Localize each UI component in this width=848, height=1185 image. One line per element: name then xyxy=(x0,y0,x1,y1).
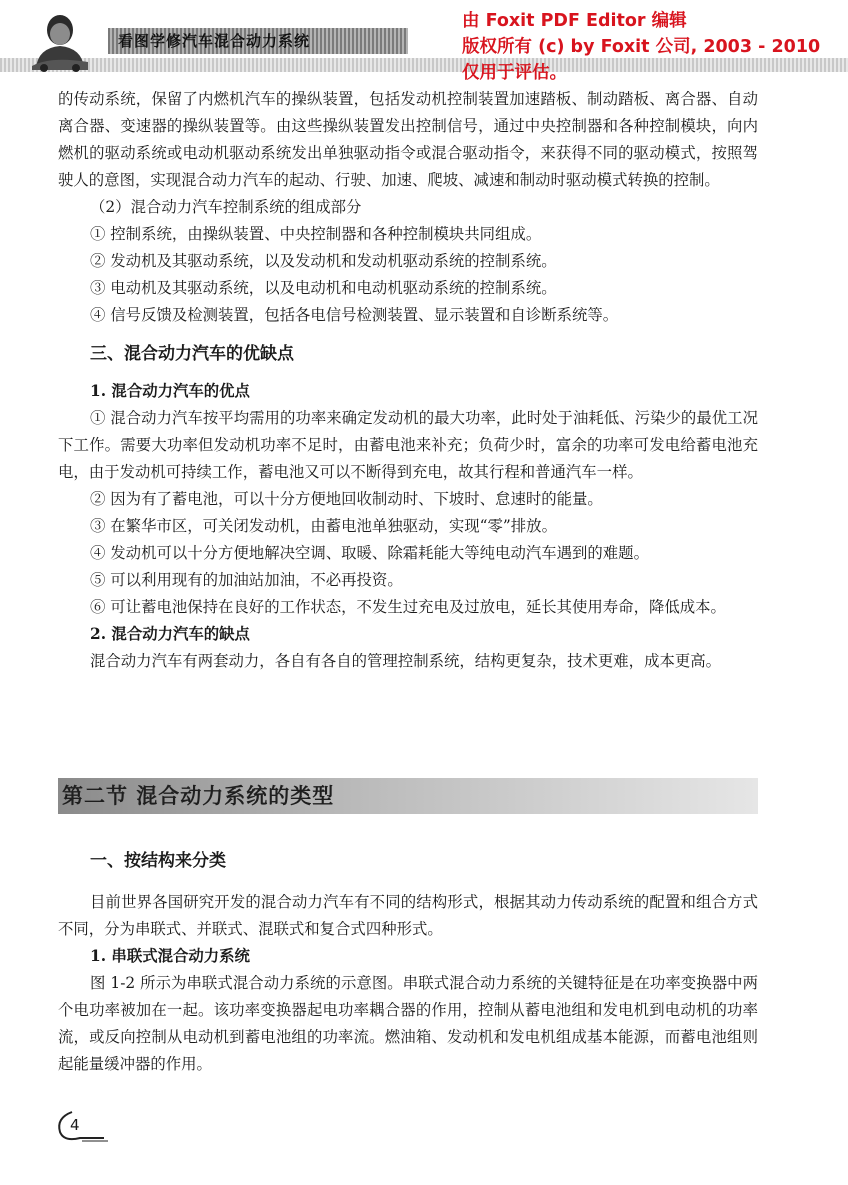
page-header xyxy=(0,0,848,83)
subsection-heading: 1. 串联式混合动力系统 xyxy=(90,947,250,965)
main-text-top xyxy=(58,86,758,675)
section-heading: 一、按结构来分类 xyxy=(90,851,226,871)
list-item: ① 控制系统，由操纵装置、中央控制器和各种控制模块共同组成。 xyxy=(90,225,542,243)
list-item: ③ 电动机及其驱动系统，以及电动机和电动机驱动系统的控制系统。 xyxy=(90,279,557,297)
page-number-swirl-icon xyxy=(52,1108,112,1144)
page-number-badge xyxy=(52,1108,112,1144)
list-item: ⑥ 可让蓄电池保持在良好的工作状态，不发生过充电及过放电，延长其使用寿命，降低成本。 xyxy=(90,598,726,616)
main-text-bottom xyxy=(58,848,758,1078)
list-item: ② 因为有了蓄电池，可以十分方便地回收制动时、下坡时、怠速时的能量。 xyxy=(90,490,603,508)
watermark-line: 由 Foxit PDF Editor 编辑 xyxy=(462,11,687,31)
subsection-heading: 2. 混合动力汽车的缺点 xyxy=(90,625,250,643)
section-banner xyxy=(58,778,758,814)
watermark-line: 仅用于评估。 xyxy=(462,63,567,83)
list-item: ① 混合动力汽车按平均需用的功率来确定发动机的最大功率，此时处于油耗低、污染少的最优工况下工作。需要大功率但发动机功率不足时，由蓄电池来补充；负荷少时，富余的功率可发电给蓄电池充电，由于发动机可持续工作，蓄电池又可以不断得到充电，故其行程和普通汽车一样。 xyxy=(58,409,758,481)
subheading: （2）混合动力汽车控制系统的组成部分 xyxy=(90,198,362,216)
paragraph: 的传动系统，保留了内燃机汽车的操纵装置，包括发动机控制装置加速踏板、制动踏板、离合器、自动离合器、变速器的操纵装置等。由这些操纵装置发出控制信号，通过中央控制器和各种控制模块，向内燃机的驱动系统或电动机驱动系统发出单独驱动指令或混合驱动指令，来获得不同的驱动模式，按照驾驶人的意图，实现混合动力汽车的起动、行驶、加速、爬坡、减速和制动时驱动模式转换的控制。 xyxy=(58,90,758,189)
list-item: ④ 发动机可以十分方便地解决空调、取暖、除霜耗能大等纯电动汽车遇到的难题。 xyxy=(90,544,649,562)
list-item: ② 发动机及其驱动系统，以及发动机和发动机驱动系统的控制系统。 xyxy=(90,252,557,270)
list-item: ③ 在繁华市区，可关闭发动机，由蓄电池单独驱动，实现“零”排放。 xyxy=(90,517,557,535)
foxit-watermark xyxy=(462,8,842,86)
car-mechanic-logo-icon xyxy=(30,10,90,72)
paragraph: 目前世界各国研究开发的混合动力汽车有不同的结构形式，根据其动力传动系统的配置和组合方式不同，分为串联式、并联式、混联式和复合式四种形式。 xyxy=(58,893,758,938)
page-number: 4 xyxy=(70,1116,80,1134)
section-heading: 三、混合动力汽车的优缺点 xyxy=(90,344,294,364)
paragraph: 图 1-2 所示为串联式混合动力系统的示意图。串联式混合动力系统的关键特征是在功率变换器中两个电功率被加在一起。该功率变换器起电功率耦合器的作用，控制从蓄电池组和发电机到电动机的功率流，或反向控制从电动机到蓄电池组的功率流。燃油箱、发动机和发电机组成基本能源，而蓄电池组则起能量缓冲器的作用。 xyxy=(58,974,758,1073)
list-item: ④ 信号反馈及检测装置，包括各电信号检测装置、显示装置和自诊断系统等。 xyxy=(90,306,619,324)
running-title: 看图学修汽车混合动力系统 xyxy=(108,28,408,54)
list-item: ⑤ 可以利用现有的加油站加油，不必再投资。 xyxy=(90,571,403,589)
watermark-line: 版权所有 (c) by Foxit 公司, 2003 - 2010 xyxy=(462,37,821,57)
subsection-heading: 1. 混合动力汽车的优点 xyxy=(90,382,250,400)
section-title: 第二节 混合动力系统的类型 xyxy=(62,784,335,808)
paragraph: 混合动力汽车有两套动力，各自有各自的管理控制系统，结构更复杂，技术更难，成本更高。 xyxy=(90,652,722,670)
